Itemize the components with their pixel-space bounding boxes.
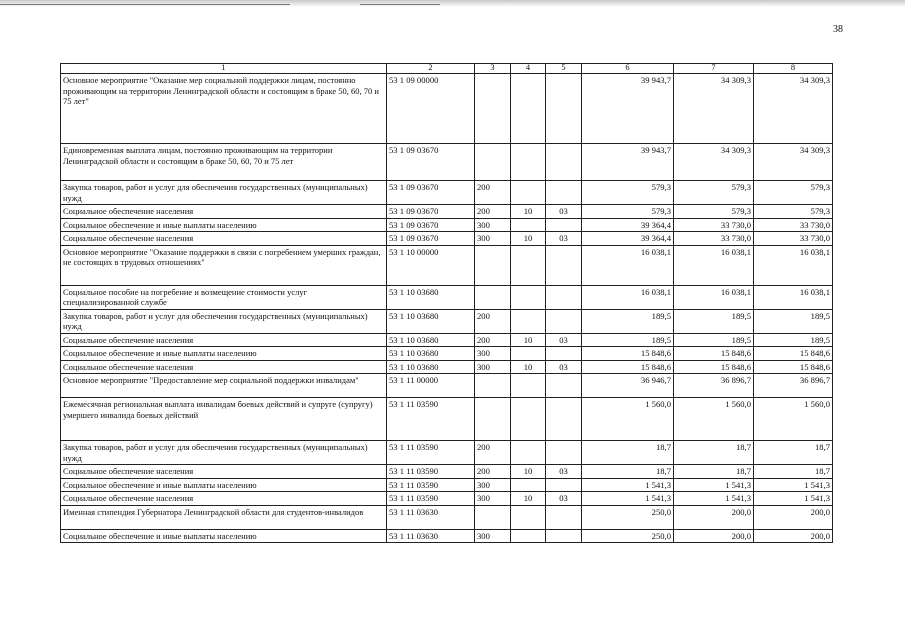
amount-col7: 1 541,3 — [674, 492, 754, 506]
header-row — [61, 64, 833, 74]
amount-col8: 1 560,0 — [754, 398, 833, 441]
subsection — [546, 347, 582, 361]
amount-col8: 200,0 — [754, 505, 833, 529]
table-row — [61, 205, 833, 219]
amount-col7: 579,3 — [674, 205, 754, 219]
amount-col8: 200,0 — [754, 529, 833, 543]
expense-type: 300 — [475, 478, 511, 492]
subsection — [546, 245, 582, 285]
subsection — [546, 398, 582, 441]
table-row — [61, 505, 833, 529]
amount-col8: 34 309,3 — [754, 74, 833, 144]
expense-type: 300 — [475, 492, 511, 506]
row-name: Именная стипендия Губернатора Ленинградской области для студентов-инвалидов — [61, 505, 387, 529]
column-header: 7 — [674, 64, 754, 74]
expense-type — [475, 245, 511, 285]
table-row — [61, 360, 833, 374]
budget-code: 53 1 10 00000 — [387, 245, 475, 285]
row-name: Основное мероприятие "Предоставление мер социальной поддержки инвалидам" — [61, 374, 387, 398]
row-name: Социальное обеспечение и иные выплаты населению — [61, 529, 387, 543]
expense-type: 200 — [475, 441, 511, 465]
amount-col8: 1 541,3 — [754, 478, 833, 492]
amount-col8: 189,5 — [754, 333, 833, 347]
row-name: Основное мероприятие "Оказание поддержки в связи с погребением умерших граждан, не состоящих в трудовых отношениях" — [61, 245, 387, 285]
table-row — [61, 492, 833, 506]
amount-col8: 189,5 — [754, 309, 833, 333]
amount-col6: 18,7 — [582, 441, 674, 465]
budget-code: 53 1 10 03680 — [387, 333, 475, 347]
budget-code: 53 1 10 03680 — [387, 285, 475, 309]
subsection — [546, 478, 582, 492]
budget-code: 53 1 11 03630 — [387, 505, 475, 529]
subsection — [546, 144, 582, 181]
table-row — [61, 232, 833, 246]
row-name: Социальное обеспечение населения — [61, 232, 387, 246]
amount-col7: 1 560,0 — [674, 398, 754, 441]
section — [511, 505, 546, 529]
amount-col7: 579,3 — [674, 181, 754, 205]
row-name: Социальное обеспечение и иные выплаты населению — [61, 347, 387, 361]
subsection: 03 — [546, 360, 582, 374]
amount-col8: 579,3 — [754, 181, 833, 205]
section — [511, 74, 546, 144]
expense-type: 300 — [475, 232, 511, 246]
amount-col6: 189,5 — [582, 333, 674, 347]
section — [511, 398, 546, 441]
amount-col7: 1 541,3 — [674, 478, 754, 492]
table-row — [61, 309, 833, 333]
amount-col8: 18,7 — [754, 465, 833, 479]
subsection: 03 — [546, 492, 582, 506]
expense-type — [475, 285, 511, 309]
amount-col7: 15 848,6 — [674, 360, 754, 374]
row-name: Социальное обеспечение населения — [61, 205, 387, 219]
budget-table — [60, 63, 833, 543]
budget-code: 53 1 11 03630 — [387, 529, 475, 543]
amount-col7: 18,7 — [674, 441, 754, 465]
amount-col6: 15 848,6 — [582, 347, 674, 361]
budget-code: 53 1 09 03670 — [387, 144, 475, 181]
subsection: 03 — [546, 333, 582, 347]
scan-edge-line — [360, 4, 440, 5]
budget-code: 53 1 10 03680 — [387, 360, 475, 374]
amount-col6: 1 541,3 — [582, 478, 674, 492]
amount-col8: 15 848,6 — [754, 347, 833, 361]
section — [511, 245, 546, 285]
expense-type — [475, 374, 511, 398]
table-body — [61, 74, 833, 543]
amount-col6: 39 364,4 — [582, 218, 674, 232]
row-name: Закупка товаров, работ и услуг для обеспечения государственных (муниципальных) нужд — [61, 181, 387, 205]
table-row — [61, 74, 833, 144]
amount-col8: 18,7 — [754, 441, 833, 465]
expense-type: 200 — [475, 205, 511, 219]
row-name: Ежемесячная региональная выплата инвалидам боевых действий и супруге (супругу) умершего инвалида боевых действий — [61, 398, 387, 441]
budget-code: 53 1 11 03590 — [387, 398, 475, 441]
column-header: 1 — [61, 64, 387, 74]
budget-code: 53 1 09 03670 — [387, 218, 475, 232]
amount-col7: 16 038,1 — [674, 245, 754, 285]
amount-col6: 18,7 — [582, 465, 674, 479]
expense-type: 200 — [475, 465, 511, 479]
amount-col7: 16 038,1 — [674, 285, 754, 309]
table-row — [61, 398, 833, 441]
amount-col6: 15 848,6 — [582, 360, 674, 374]
subsection: 03 — [546, 232, 582, 246]
expense-type: 300 — [475, 347, 511, 361]
expense-type — [475, 398, 511, 441]
section: 10 — [511, 232, 546, 246]
section — [511, 374, 546, 398]
expense-type: 200 — [475, 333, 511, 347]
amount-col6: 579,3 — [582, 205, 674, 219]
amount-col8: 34 309,3 — [754, 144, 833, 181]
amount-col8: 579,3 — [754, 205, 833, 219]
amount-col8: 1 541,3 — [754, 492, 833, 506]
section — [511, 529, 546, 543]
row-name: Социальное обеспечение населения — [61, 360, 387, 374]
amount-col7: 200,0 — [674, 529, 754, 543]
amount-col6: 36 946,7 — [582, 374, 674, 398]
table-row — [61, 181, 833, 205]
section — [511, 478, 546, 492]
amount-col7: 33 730,0 — [674, 232, 754, 246]
amount-col8: 33 730,0 — [754, 218, 833, 232]
column-header: 8 — [754, 64, 833, 74]
expense-type: 300 — [475, 529, 511, 543]
subsection — [546, 181, 582, 205]
row-name: Социальное обеспечение и иные выплаты населению — [61, 218, 387, 232]
subsection — [546, 74, 582, 144]
expense-type: 300 — [475, 218, 511, 232]
section — [511, 144, 546, 181]
row-name: Закупка товаров, работ и услуг для обеспечения государственных (муниципальных) нужд — [61, 441, 387, 465]
section: 10 — [511, 492, 546, 506]
table-row — [61, 441, 833, 465]
section: 10 — [511, 333, 546, 347]
budget-code: 53 1 10 03680 — [387, 309, 475, 333]
subsection: 03 — [546, 465, 582, 479]
row-name: Основное мероприятие "Оказание мер социальной поддержки лицам, постоянно проживающим на территории Ленинградской области и состоящим в браке 50, 60, 70 и 75 лет" — [61, 74, 387, 144]
expense-type: 200 — [475, 181, 511, 205]
section — [511, 309, 546, 333]
subsection — [546, 374, 582, 398]
amount-col6: 189,5 — [582, 309, 674, 333]
amount-col8: 15 848,6 — [754, 360, 833, 374]
amount-col6: 16 038,1 — [582, 245, 674, 285]
column-header: 3 — [475, 64, 511, 74]
amount-col8: 16 038,1 — [754, 245, 833, 285]
amount-col7: 18,7 — [674, 465, 754, 479]
table-row — [61, 374, 833, 398]
table-row — [61, 347, 833, 361]
budget-code: 53 1 11 03590 — [387, 441, 475, 465]
column-header: 5 — [546, 64, 582, 74]
subsection — [546, 441, 582, 465]
amount-col6: 1 560,0 — [582, 398, 674, 441]
budget-code: 53 1 11 03590 — [387, 465, 475, 479]
budget-code: 53 1 09 03670 — [387, 232, 475, 246]
table-row — [61, 465, 833, 479]
expense-type — [475, 505, 511, 529]
expense-type — [475, 144, 511, 181]
budget-code: 53 1 09 00000 — [387, 74, 475, 144]
section — [511, 285, 546, 309]
amount-col8: 36 896,7 — [754, 374, 833, 398]
amount-col6: 39 943,7 — [582, 74, 674, 144]
subsection — [546, 218, 582, 232]
amount-col6: 1 541,3 — [582, 492, 674, 506]
section — [511, 218, 546, 232]
table-row — [61, 333, 833, 347]
section: 10 — [511, 465, 546, 479]
page-number: 38 — [833, 24, 843, 35]
table-row — [61, 218, 833, 232]
row-name: Социальное обеспечение населения — [61, 333, 387, 347]
row-name: Социальное обеспечение населения — [61, 492, 387, 506]
section — [511, 347, 546, 361]
table-row — [61, 144, 833, 181]
row-name: Социальное обеспечение населения — [61, 465, 387, 479]
amount-col6: 39 943,7 — [582, 144, 674, 181]
amount-col7: 34 309,3 — [674, 144, 754, 181]
table-row — [61, 478, 833, 492]
amount-col7: 200,0 — [674, 505, 754, 529]
subsection — [546, 309, 582, 333]
budget-code: 53 1 11 00000 — [387, 374, 475, 398]
column-header: 2 — [387, 64, 475, 74]
amount-col8: 16 038,1 — [754, 285, 833, 309]
amount-col7: 189,5 — [674, 309, 754, 333]
subsection — [546, 505, 582, 529]
subsection — [546, 285, 582, 309]
column-header: 4 — [511, 64, 546, 74]
amount-col6: 250,0 — [582, 505, 674, 529]
expense-type: 200 — [475, 309, 511, 333]
section: 10 — [511, 205, 546, 219]
row-name: Единовременная выплата лицам, постоянно проживающим на территории Ленинградской области и состоящим в браке 50, 60, 70 и 75 лет — [61, 144, 387, 181]
amount-col6: 16 038,1 — [582, 285, 674, 309]
amount-col7: 33 730,0 — [674, 218, 754, 232]
amount-col7: 34 309,3 — [674, 74, 754, 144]
amount-col7: 15 848,6 — [674, 347, 754, 361]
amount-col6: 250,0 — [582, 529, 674, 543]
section: 10 — [511, 360, 546, 374]
amount-col7: 189,5 — [674, 333, 754, 347]
amount-col6: 579,3 — [582, 181, 674, 205]
amount-col7: 36 896,7 — [674, 374, 754, 398]
row-name: Социальное пособие на погребение и возмещение стоимости услуг специализированной службе — [61, 285, 387, 309]
budget-code: 53 1 09 03670 — [387, 181, 475, 205]
budget-code: 53 1 09 03670 — [387, 205, 475, 219]
table-row — [61, 285, 833, 309]
subsection: 03 — [546, 205, 582, 219]
budget-code: 53 1 11 03590 — [387, 492, 475, 506]
section — [511, 181, 546, 205]
amount-col6: 39 364,4 — [582, 232, 674, 246]
expense-type — [475, 74, 511, 144]
subsection — [546, 529, 582, 543]
scan-edge-line — [0, 4, 290, 5]
table-row — [61, 245, 833, 285]
column-header: 6 — [582, 64, 674, 74]
row-name: Закупка товаров, работ и услуг для обеспечения государственных (муниципальных) нужд — [61, 309, 387, 333]
amount-col8: 33 730,0 — [754, 232, 833, 246]
budget-code: 53 1 11 03590 — [387, 478, 475, 492]
table-row — [61, 529, 833, 543]
section — [511, 441, 546, 465]
row-name: Социальное обеспечение и иные выплаты населению — [61, 478, 387, 492]
budget-code: 53 1 10 03680 — [387, 347, 475, 361]
expense-type: 300 — [475, 360, 511, 374]
